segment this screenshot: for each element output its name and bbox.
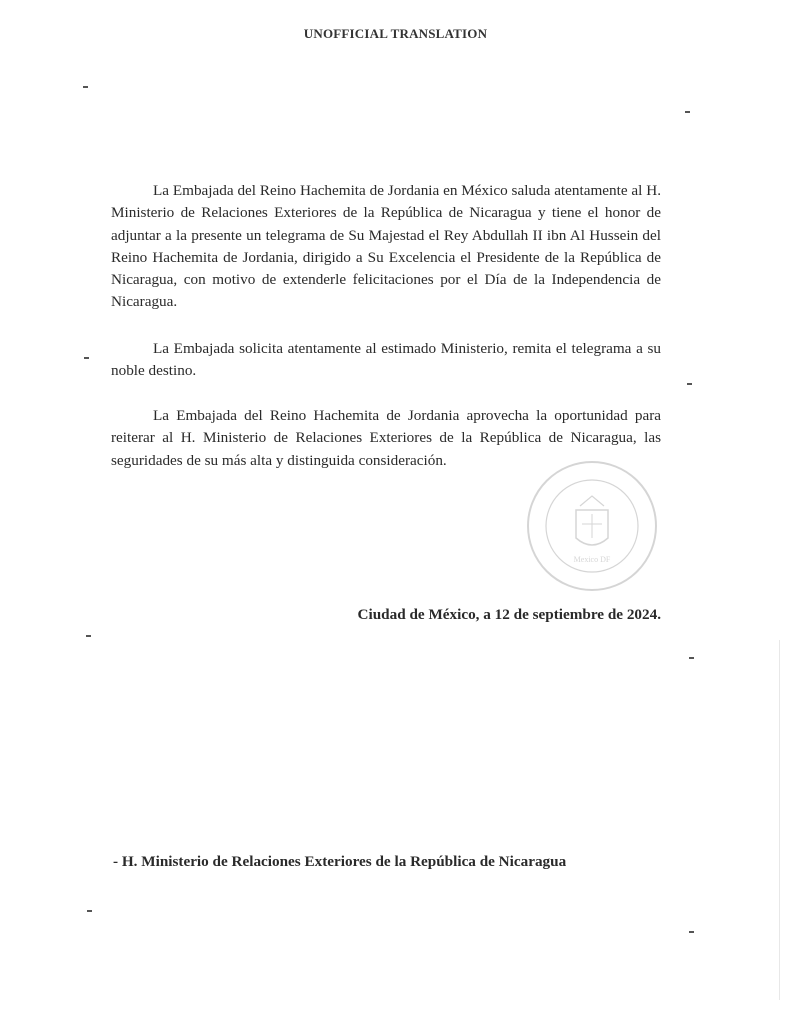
scan-mark <box>687 383 692 385</box>
paragraph-greeting <box>111 180 661 314</box>
document-header: UNOFFICIAL TRANSLATION <box>303 26 488 41</box>
paragraph-text: La Embajada solicita atentamente al estimado Ministerio, remita el telegrama a su noble destino. <box>111 340 661 380</box>
scan-mark <box>86 635 91 637</box>
scan-mark <box>87 910 92 912</box>
scan-mark <box>685 111 690 113</box>
paragraph-request <box>111 338 661 383</box>
scan-mark <box>84 357 89 359</box>
scan-mark <box>689 657 694 659</box>
date-line: Ciudad de México, a 12 de septiembre de 2024. <box>357 606 661 623</box>
seal-label: Mexico DF <box>573 555 611 564</box>
paragraph-text: La Embajada del Reino Hachemita de Jordania aprovecha la oportunidad para reiterar al H. Ministerio de Relaciones Exteriores de la República de Nicaragua, las seguridades de su más alta y distinguida consideración. <box>111 407 661 469</box>
scan-mark <box>689 931 694 933</box>
scan-edge-line <box>779 640 780 1000</box>
scan-mark <box>83 86 88 88</box>
recipient-line: - H. Ministerio de Relaciones Exteriores de la República de Nicaragua <box>113 853 567 870</box>
paragraph-text: La Embajada del Reino Hachemita de Jordania en México saluda atentamente al H. Ministerio de Relaciones Exteriores de la República de Nicaragua y tiene el honor de adjuntar a la presente un telegrama de Su Majestad el Rey Abdullah II ibn Al Hussein del Reino Hachemita de Jordania, dirigido a Su Excelencia el Presidente de la República de Nicaragua, con motivo de extenderle felicitaciones por el Día de la Independencia de Nicaragua. <box>111 182 661 311</box>
embassy-seal-stamp <box>524 458 660 594</box>
